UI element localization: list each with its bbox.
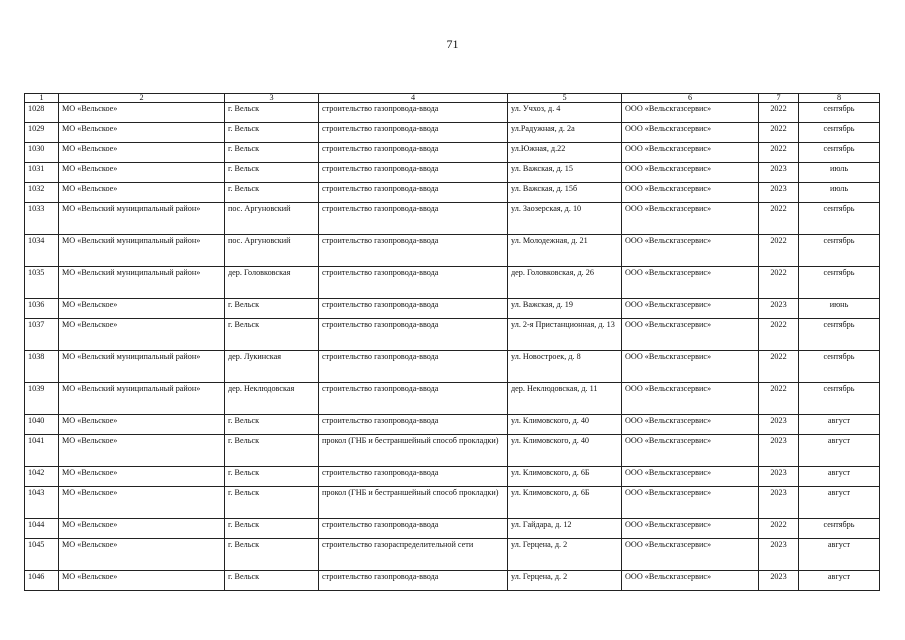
table-row [25, 487, 880, 519]
work-type-cell: строительство газопровода-ввода [319, 203, 508, 235]
settlement-cell: дер. Лукинская [225, 351, 319, 383]
table-row [25, 163, 880, 183]
row-number-cell: 1037 [25, 319, 59, 351]
address-cell: дер. Неклюдовская, д. 11 [508, 383, 622, 415]
municipality-cell: МО «Вельский муниципальный район» [59, 235, 225, 267]
row-number-cell: 1034 [25, 235, 59, 267]
work-type-cell: прокол (ГНБ и бестраншейный способ прокладки) [319, 435, 508, 467]
organization-cell: ООО «Вельскгазсервис» [622, 143, 759, 163]
year-cell: 2022 [759, 267, 799, 299]
row-number-cell: 1038 [25, 351, 59, 383]
work-type-cell: строительство газопровода-ввода [319, 235, 508, 267]
organization-cell: ООО «Вельскгазсервис» [622, 435, 759, 467]
row-number-cell: 1028 [25, 103, 59, 123]
organization-cell: ООО «Вельскгазсервис» [622, 571, 759, 591]
table-row [25, 183, 880, 203]
municipality-cell: МО «Вельское» [59, 467, 225, 487]
month-cell: август [799, 487, 880, 519]
column-header: 2 [59, 94, 225, 103]
month-cell: сентябрь [799, 143, 880, 163]
municipality-cell: МО «Вельское» [59, 123, 225, 143]
month-cell: август [799, 467, 880, 487]
page-number: 71 [446, 37, 459, 51]
organization-cell: ООО «Вельскгазсервис» [622, 163, 759, 183]
month-cell: сентябрь [799, 319, 880, 351]
row-number-cell: 1046 [25, 571, 59, 591]
organization-cell: ООО «Вельскгазсервис» [622, 123, 759, 143]
month-cell: август [799, 571, 880, 591]
table-row [25, 203, 880, 235]
year-cell: 2023 [759, 467, 799, 487]
month-cell: сентябрь [799, 351, 880, 383]
address-cell: ул. Климовского, д. 40 [508, 435, 622, 467]
column-header: 5 [508, 94, 622, 103]
table-row [25, 415, 880, 435]
column-header: 3 [225, 94, 319, 103]
table-row [25, 467, 880, 487]
header-row [25, 94, 880, 103]
year-cell: 2023 [759, 435, 799, 467]
municipality-cell: МО «Вельское» [59, 103, 225, 123]
year-cell: 2022 [759, 123, 799, 143]
column-header: 6 [622, 94, 759, 103]
row-number-cell: 1045 [25, 539, 59, 571]
table-row [25, 319, 880, 351]
row-number-cell: 1041 [25, 435, 59, 467]
table-row [25, 103, 880, 123]
settlement-cell: г. Вельск [225, 415, 319, 435]
work-type-cell: строительство газопровода-ввода [319, 571, 508, 591]
work-type-cell: строительство газопровода-ввода [319, 103, 508, 123]
row-number-cell: 1032 [25, 183, 59, 203]
settlement-cell: г. Вельск [225, 163, 319, 183]
settlement-cell: пос. Аргуновский [225, 203, 319, 235]
month-cell: сентябрь [799, 103, 880, 123]
settlement-cell: г. Вельск [225, 539, 319, 571]
year-cell: 2023 [759, 539, 799, 571]
address-cell: ул. Герцена, д. 2 [508, 539, 622, 571]
municipality-cell: МО «Вельское» [59, 299, 225, 319]
work-type-cell: строительство газопровода-ввода [319, 519, 508, 539]
municipality-cell: МО «Вельский муниципальный район» [59, 267, 225, 299]
settlement-cell: г. Вельск [225, 467, 319, 487]
settlement-cell: г. Вельск [225, 123, 319, 143]
municipality-cell: МО «Вельский муниципальный район» [59, 203, 225, 235]
column-header: 1 [25, 94, 59, 103]
year-cell: 2023 [759, 183, 799, 203]
work-type-cell: строительство газораспределительной сети [319, 539, 508, 571]
address-cell: ул. Гайдара, д. 12 [508, 519, 622, 539]
address-cell: ул. Климовского, д. 6Б [508, 487, 622, 519]
municipality-cell: МО «Вельский муниципальный район» [59, 383, 225, 415]
work-type-cell: строительство газопровода-ввода [319, 123, 508, 143]
year-cell: 2022 [759, 383, 799, 415]
work-type-cell: строительство газопровода-ввода [319, 415, 508, 435]
organization-cell: ООО «Вельскгазсервис» [622, 467, 759, 487]
row-number-cell: 1035 [25, 267, 59, 299]
address-cell: ул. Молодежная, д. 21 [508, 235, 622, 267]
organization-cell: ООО «Вельскгазсервис» [622, 351, 759, 383]
column-header: 4 [319, 94, 508, 103]
month-cell: июль [799, 163, 880, 183]
settlement-cell: пос. Аргуновский [225, 235, 319, 267]
table-row [25, 383, 880, 415]
table-row [25, 571, 880, 591]
work-type-cell: строительство газопровода-ввода [319, 267, 508, 299]
settlement-cell: г. Вельск [225, 571, 319, 591]
organization-cell: ООО «Вельскгазсервис» [622, 183, 759, 203]
municipality-cell: МО «Вельское» [59, 183, 225, 203]
year-cell: 2022 [759, 235, 799, 267]
organization-cell: ООО «Вельскгазсервис» [622, 235, 759, 267]
address-cell: ул.Южная, д.22 [508, 143, 622, 163]
settlement-cell: г. Вельск [225, 435, 319, 467]
table-row [25, 143, 880, 163]
organization-cell: ООО «Вельскгазсервис» [622, 103, 759, 123]
month-cell: август [799, 435, 880, 467]
organization-cell: ООО «Вельскгазсервис» [622, 203, 759, 235]
municipality-cell: МО «Вельское» [59, 519, 225, 539]
settlement-cell: г. Вельск [225, 143, 319, 163]
municipality-cell: МО «Вельское» [59, 571, 225, 591]
year-cell: 2023 [759, 299, 799, 319]
month-cell: сентябрь [799, 519, 880, 539]
column-header: 8 [799, 94, 880, 103]
municipality-cell: МО «Вельское» [59, 539, 225, 571]
row-number-cell: 1043 [25, 487, 59, 519]
address-cell: ул. Климовского, д. 40 [508, 415, 622, 435]
table-row [25, 299, 880, 319]
row-number-cell: 1031 [25, 163, 59, 183]
month-cell: июль [799, 183, 880, 203]
month-cell: сентябрь [799, 235, 880, 267]
settlement-cell: г. Вельск [225, 519, 319, 539]
settlement-cell: дер. Неклюдовская [225, 383, 319, 415]
year-cell: 2023 [759, 415, 799, 435]
row-number-cell: 1044 [25, 519, 59, 539]
settlement-cell: г. Вельск [225, 487, 319, 519]
work-type-cell: прокол (ГНБ и бестраншейный способ прокладки) [319, 487, 508, 519]
row-number-cell: 1036 [25, 299, 59, 319]
municipality-cell: МО «Вельское» [59, 487, 225, 519]
address-cell: ул. Климовского, д. 6Б [508, 467, 622, 487]
row-number-cell: 1040 [25, 415, 59, 435]
month-cell: сентябрь [799, 203, 880, 235]
settlement-cell: г. Вельск [225, 319, 319, 351]
month-cell: июнь [799, 299, 880, 319]
address-cell: ул. Важская, д. 15 [508, 163, 622, 183]
row-number-cell: 1029 [25, 123, 59, 143]
table-row [25, 267, 880, 299]
address-cell: дер. Головковская, д. 26 [508, 267, 622, 299]
table-row [25, 235, 880, 267]
organization-cell: ООО «Вельскгазсервис» [622, 299, 759, 319]
settlement-cell: г. Вельск [225, 103, 319, 123]
address-cell: ул. Важская, д. 15б [508, 183, 622, 203]
municipality-cell: МО «Вельское» [59, 143, 225, 163]
work-type-cell: строительство газопровода-ввода [319, 299, 508, 319]
address-cell: ул. Важская, д. 19 [508, 299, 622, 319]
year-cell: 2022 [759, 143, 799, 163]
address-cell: ул.Радужная, д. 2а [508, 123, 622, 143]
work-type-cell: строительство газопровода-ввода [319, 143, 508, 163]
organization-cell: ООО «Вельскгазсервис» [622, 319, 759, 351]
month-cell: август [799, 415, 880, 435]
work-type-cell: строительство газопровода-ввода [319, 183, 508, 203]
address-cell: ул. Новостроек, д. 8 [508, 351, 622, 383]
table-row [25, 519, 880, 539]
month-cell: сентябрь [799, 383, 880, 415]
table-row [25, 539, 880, 571]
work-type-cell: строительство газопровода-ввода [319, 467, 508, 487]
municipality-cell: МО «Вельское» [59, 415, 225, 435]
settlement-cell: г. Вельск [225, 183, 319, 203]
year-cell: 2023 [759, 571, 799, 591]
address-cell: ул. Герцена, д. 2 [508, 571, 622, 591]
column-header: 7 [759, 94, 799, 103]
work-type-cell: строительство газопровода-ввода [319, 319, 508, 351]
organization-cell: ООО «Вельскгазсервис» [622, 267, 759, 299]
settlement-cell: дер. Головковская [225, 267, 319, 299]
address-cell: ул. Учхоз, д. 4 [508, 103, 622, 123]
organization-cell: ООО «Вельскгазсервис» [622, 383, 759, 415]
organization-cell: ООО «Вельскгазсервис» [622, 487, 759, 519]
data-table [24, 93, 880, 591]
row-number-cell: 1033 [25, 203, 59, 235]
month-cell: сентябрь [799, 267, 880, 299]
month-cell: август [799, 539, 880, 571]
settlement-cell: г. Вельск [225, 299, 319, 319]
year-cell: 2023 [759, 487, 799, 519]
year-cell: 2022 [759, 103, 799, 123]
municipality-cell: МО «Вельский муниципальный район» [59, 351, 225, 383]
organization-cell: ООО «Вельскгазсервис» [622, 539, 759, 571]
address-cell: ул. Заозерская, д. 10 [508, 203, 622, 235]
address-cell: ул. 2-я Пристанционная, д. 13 [508, 319, 622, 351]
year-cell: 2022 [759, 319, 799, 351]
municipality-cell: МО «Вельское» [59, 435, 225, 467]
table-row [25, 435, 880, 467]
year-cell: 2022 [759, 203, 799, 235]
municipality-cell: МО «Вельское» [59, 163, 225, 183]
year-cell: 2022 [759, 351, 799, 383]
table-row [25, 123, 880, 143]
organization-cell: ООО «Вельскгазсервис» [622, 415, 759, 435]
month-cell: сентябрь [799, 123, 880, 143]
row-number-cell: 1039 [25, 383, 59, 415]
row-number-cell: 1042 [25, 467, 59, 487]
row-number-cell: 1030 [25, 143, 59, 163]
organization-cell: ООО «Вельскгазсервис» [622, 519, 759, 539]
work-type-cell: строительство газопровода-ввода [319, 383, 508, 415]
work-type-cell: строительство газопровода-ввода [319, 163, 508, 183]
municipality-cell: МО «Вельское» [59, 319, 225, 351]
work-type-cell: строительство газопровода-ввода [319, 351, 508, 383]
year-cell: 2022 [759, 519, 799, 539]
year-cell: 2023 [759, 163, 799, 183]
table-row [25, 351, 880, 383]
